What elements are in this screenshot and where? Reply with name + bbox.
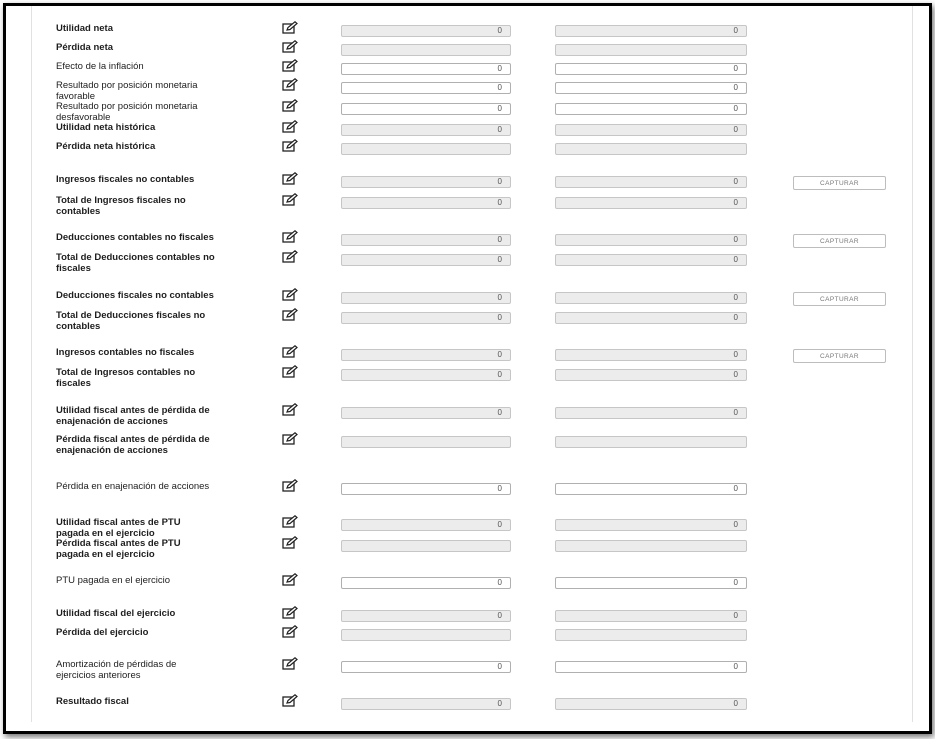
value-field-col2[interactable] bbox=[555, 629, 747, 641]
field-label: Pérdida neta bbox=[56, 42, 114, 53]
edit-icon[interactable] bbox=[282, 40, 298, 53]
value-field-col2[interactable] bbox=[555, 610, 747, 622]
field-label: Total de Ingresos fiscales no contables bbox=[56, 195, 186, 217]
value-field-col1[interactable] bbox=[341, 82, 511, 94]
edit-icon[interactable] bbox=[282, 139, 298, 152]
value-field-col1[interactable] bbox=[341, 577, 511, 589]
value-field-col2[interactable] bbox=[555, 519, 747, 531]
value-field-col2[interactable] bbox=[555, 63, 747, 75]
value-field-col2[interactable] bbox=[555, 312, 747, 324]
edit-icon[interactable] bbox=[282, 59, 298, 72]
edit-icon[interactable] bbox=[282, 365, 298, 378]
value-field-col1[interactable] bbox=[341, 103, 511, 115]
field-label: Utilidad neta bbox=[56, 23, 114, 34]
edit-icon[interactable] bbox=[282, 288, 298, 301]
field-label: Utilidad neta histórica bbox=[56, 122, 156, 133]
field-label: Efecto de la inflación bbox=[56, 61, 144, 72]
value-field-col1[interactable] bbox=[341, 519, 511, 531]
row-utilidad-antes-enajenacion bbox=[32, 403, 912, 433]
field-label: Deducciones contables no fiscales bbox=[56, 232, 214, 243]
value-field-col1[interactable] bbox=[341, 661, 511, 673]
row-perdida-ejercicio bbox=[32, 625, 912, 655]
edit-icon[interactable] bbox=[282, 250, 298, 263]
value-field-col2[interactable] bbox=[555, 483, 747, 495]
value-field-col1[interactable] bbox=[341, 698, 511, 710]
edit-icon[interactable] bbox=[282, 345, 298, 358]
capture-button[interactable]: CAPTURAR bbox=[793, 292, 886, 306]
value-field-col1[interactable] bbox=[341, 176, 511, 188]
field-label: Pérdida neta histórica bbox=[56, 141, 156, 152]
field-label: Total de Deducciones fiscales no contables bbox=[56, 310, 206, 332]
value-field-col2[interactable] bbox=[555, 349, 747, 361]
value-field-col2[interactable] bbox=[555, 407, 747, 419]
form-frame bbox=[3, 3, 932, 734]
value-field-col2[interactable] bbox=[555, 143, 747, 155]
value-field-col1[interactable] bbox=[341, 254, 511, 266]
value-field-col2[interactable] bbox=[555, 25, 747, 37]
value-field-col2[interactable] bbox=[555, 698, 747, 710]
value-field-col1[interactable] bbox=[341, 292, 511, 304]
value-field-col1[interactable] bbox=[341, 483, 511, 495]
edit-icon[interactable] bbox=[282, 21, 298, 34]
capture-button[interactable]: CAPTURAR bbox=[793, 349, 886, 363]
row-perdida-antes-ptu bbox=[32, 536, 912, 566]
value-field-col1[interactable] bbox=[341, 629, 511, 641]
field-label: Resultado por posición monetaria favorable bbox=[56, 80, 198, 102]
field-label: Utilidad fiscal antes de PTU pagada en el ejercicio bbox=[56, 517, 181, 539]
value-field-col2[interactable] bbox=[555, 234, 747, 246]
value-field-col1[interactable] bbox=[341, 143, 511, 155]
capture-button[interactable]: CAPTURAR bbox=[793, 234, 886, 248]
value-field-col1[interactable] bbox=[341, 25, 511, 37]
row-total-ingresos-contables bbox=[32, 365, 912, 395]
value-field-col2[interactable] bbox=[555, 577, 747, 589]
value-field-col2[interactable] bbox=[555, 197, 747, 209]
edit-icon[interactable] bbox=[282, 99, 298, 112]
value-field-col1[interactable] bbox=[341, 436, 511, 448]
value-field-col1[interactable] bbox=[341, 312, 511, 324]
value-field-col1[interactable] bbox=[341, 610, 511, 622]
field-label: Amortización de pérdidas de ejercicios anteriores bbox=[56, 659, 177, 681]
value-field-col2[interactable] bbox=[555, 540, 747, 552]
value-field-col2[interactable] bbox=[555, 369, 747, 381]
row-ptu-pagada bbox=[32, 573, 912, 603]
value-field-col1[interactable] bbox=[341, 349, 511, 361]
value-field-col2[interactable] bbox=[555, 82, 747, 94]
fiscal-result-form bbox=[31, 6, 913, 722]
field-label: Resultado fiscal bbox=[56, 696, 129, 707]
value-field-col2[interactable] bbox=[555, 124, 747, 136]
edit-icon[interactable] bbox=[282, 536, 298, 549]
value-field-col2[interactable] bbox=[555, 661, 747, 673]
field-label: Utilidad fiscal antes de pérdida de enajenación de acciones bbox=[56, 405, 210, 427]
value-field-col1[interactable] bbox=[341, 124, 511, 136]
edit-icon[interactable] bbox=[282, 432, 298, 445]
value-field-col2[interactable] bbox=[555, 254, 747, 266]
row-total-deducciones-contables bbox=[32, 250, 912, 280]
edit-icon[interactable] bbox=[282, 308, 298, 321]
row-amortizacion-perdidas bbox=[32, 657, 912, 687]
value-field-col1[interactable] bbox=[341, 63, 511, 75]
row-perdida-neta-historica bbox=[32, 139, 912, 169]
field-label: PTU pagada en el ejercicio bbox=[56, 575, 171, 586]
edit-icon[interactable] bbox=[282, 172, 298, 185]
edit-icon[interactable] bbox=[282, 625, 298, 638]
field-label: Resultado por posición monetaria desfavorable bbox=[56, 101, 198, 123]
edit-icon[interactable] bbox=[282, 78, 298, 91]
value-field-col2[interactable] bbox=[555, 436, 747, 448]
edit-icon[interactable] bbox=[282, 573, 298, 586]
field-label: Pérdida fiscal antes de PTU pagada en el ejercicio bbox=[56, 538, 181, 560]
value-field-col2[interactable] bbox=[555, 292, 747, 304]
edit-icon[interactable] bbox=[282, 230, 298, 243]
edit-icon[interactable] bbox=[282, 403, 298, 416]
edit-icon[interactable] bbox=[282, 515, 298, 528]
field-label: Deducciones fiscales no contables bbox=[56, 290, 214, 301]
capture-button[interactable]: CAPTURAR bbox=[793, 176, 886, 190]
edit-icon[interactable] bbox=[282, 694, 298, 707]
value-field-col1[interactable] bbox=[341, 234, 511, 246]
field-label: Ingresos fiscales no contables bbox=[56, 174, 195, 185]
value-field-col1[interactable] bbox=[341, 197, 511, 209]
edit-icon[interactable] bbox=[282, 657, 298, 670]
row-perdida-antes-enajenacion bbox=[32, 432, 912, 462]
value-field-col2[interactable] bbox=[555, 176, 747, 188]
value-field-col1[interactable] bbox=[341, 540, 511, 552]
row-total-deducciones-fiscales bbox=[32, 308, 912, 338]
row-resultado-fiscal bbox=[32, 694, 912, 724]
field-label: Total de Ingresos contables no fiscales bbox=[56, 367, 196, 389]
value-field-col1[interactable] bbox=[341, 369, 511, 381]
field-label: Pérdida fiscal antes de pérdida de enajenación de acciones bbox=[56, 434, 210, 456]
value-field-col2[interactable] bbox=[555, 103, 747, 115]
value-field-col2[interactable] bbox=[555, 44, 747, 56]
edit-icon[interactable] bbox=[282, 120, 298, 133]
row-perdida-enajenacion-acciones bbox=[32, 479, 912, 509]
edit-icon[interactable] bbox=[282, 193, 298, 206]
field-label: Total de Deducciones contables no fiscales bbox=[56, 252, 215, 274]
value-field-col1[interactable] bbox=[341, 44, 511, 56]
field-label: Pérdida en enajenación de acciones bbox=[56, 481, 210, 492]
field-label: Ingresos contables no fiscales bbox=[56, 347, 195, 358]
edit-icon[interactable] bbox=[282, 606, 298, 619]
value-field-col1[interactable] bbox=[341, 407, 511, 419]
field-label: Pérdida del ejercicio bbox=[56, 627, 149, 638]
row-total-ingresos-fiscales bbox=[32, 193, 912, 223]
field-label: Utilidad fiscal del ejercicio bbox=[56, 608, 176, 619]
edit-icon[interactable] bbox=[282, 479, 298, 492]
